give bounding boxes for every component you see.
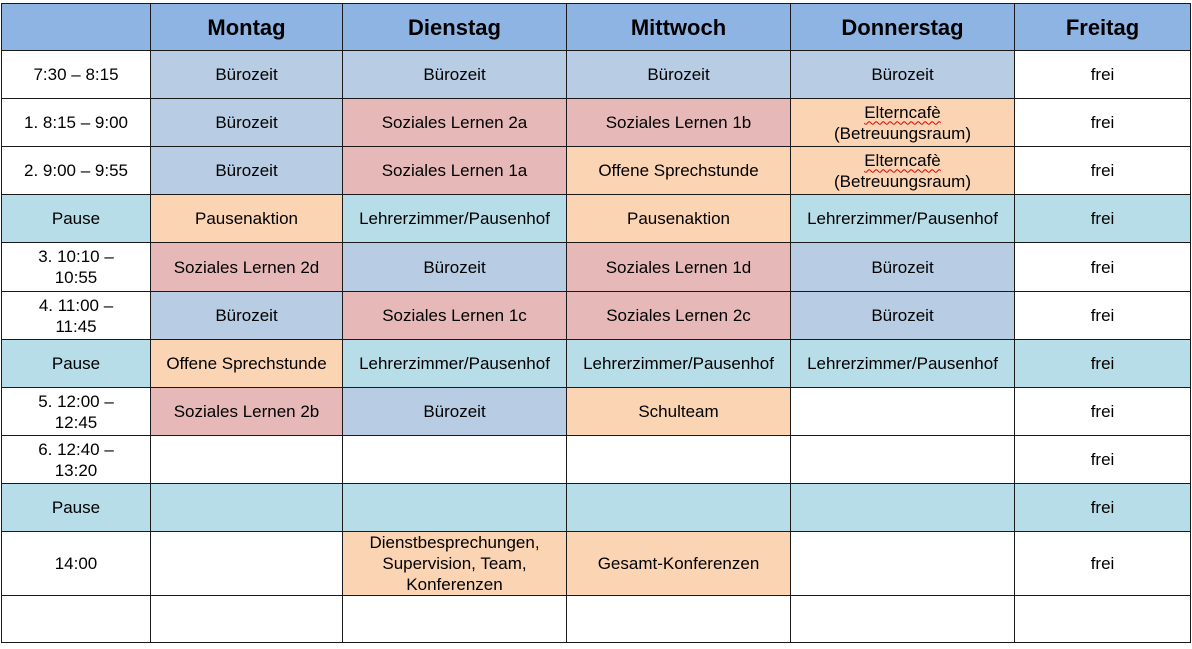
schedule-row — [2, 99, 1191, 147]
slot-cell: Lehrerzimmer/Pausenhof — [791, 340, 1015, 388]
pause-row — [2, 195, 1191, 243]
header-day-donnerstag: Donnerstag — [791, 4, 1015, 51]
time-cell: 2. 9:00 – 9:55 — [2, 147, 151, 195]
slot-cell: Bürozeit — [567, 51, 791, 99]
slot-cell — [791, 436, 1015, 484]
slot-cell: Offene Sprechstunde — [567, 147, 791, 195]
pause-row — [2, 484, 1191, 532]
slot-cell: Soziales Lernen 2d — [151, 243, 343, 292]
header-day-dienstag: Dienstag — [343, 4, 567, 51]
slot-cell: Soziales Lernen 2c — [567, 292, 791, 340]
slot-line: (Betreuungsraum) — [833, 171, 971, 191]
slot-cell: Soziales Lernen 1a — [343, 147, 567, 195]
time-cell — [2, 596, 151, 643]
schedule-row — [2, 532, 1191, 596]
slot-cell — [343, 532, 567, 596]
slot-cell-frei: frei — [1015, 147, 1191, 195]
slot-cell — [151, 436, 343, 484]
time-cell: 14:00 — [2, 532, 151, 596]
slot-line: Elterncafè — [864, 150, 941, 170]
slot-cell-frei: frei — [1015, 292, 1191, 340]
schedule-row — [2, 436, 1191, 484]
slot-cell: Soziales Lernen 1b — [567, 99, 791, 147]
slot-cell — [151, 596, 343, 643]
schedule-row — [2, 243, 1191, 292]
header-row — [2, 4, 1191, 51]
slot-cell: Schulteam — [567, 388, 791, 436]
slot-cell — [567, 484, 791, 532]
schedule-row — [2, 292, 1191, 340]
header-corner-cell — [2, 4, 151, 51]
slot-cell — [567, 596, 791, 643]
slot-cell: Bürozeit — [343, 388, 567, 436]
slot-cell-frei: frei — [1015, 340, 1191, 388]
slot-cell: Lehrerzimmer/Pausenhof — [791, 195, 1015, 243]
slot-line: Supervision, Team, — [382, 554, 527, 573]
time-cell: Pause — [2, 484, 151, 532]
slot-cell: Soziales Lernen 1d — [567, 243, 791, 292]
slot-cell: Bürozeit — [791, 243, 1015, 292]
slot-cell-frei: frei — [1015, 388, 1191, 436]
slot-cell — [567, 436, 791, 484]
slot-cell: Bürozeit — [791, 51, 1015, 99]
slot-cell — [343, 596, 567, 643]
header-day-montag: Montag — [151, 4, 343, 51]
slot-cell: Bürozeit — [151, 51, 343, 99]
slot-line: Elterncafè — [864, 102, 941, 122]
slot-line: Konferenzen — [406, 575, 503, 594]
time-line: 3. 10:10 – — [38, 247, 114, 266]
slot-cell — [791, 596, 1015, 643]
slot-cell: Soziales Lernen 2b — [151, 388, 343, 436]
time-line: 6. 12:40 – — [38, 439, 114, 459]
time-line: 12:45 — [54, 412, 98, 432]
slot-cell: Bürozeit — [343, 243, 567, 292]
slot-cell — [791, 484, 1015, 532]
time-line: 13:20 — [54, 460, 98, 480]
slot-cell — [791, 147, 1015, 195]
slot-cell-frei: frei — [1015, 195, 1191, 243]
slot-cell: Bürozeit — [791, 292, 1015, 340]
time-cell: 1. 8:15 – 9:00 — [2, 99, 151, 147]
schedule-row-empty — [2, 596, 1191, 643]
schedule-wrapper — [1, 3, 1191, 643]
time-cell: 7:30 – 8:15 — [2, 51, 151, 99]
header-day-mittwoch: Mittwoch — [567, 4, 791, 51]
weekly-schedule-table — [1, 3, 1191, 643]
header-day-freitag: Freitag — [1015, 4, 1191, 51]
slot-cell-frei: frei — [1015, 484, 1191, 532]
slot-line: Dienstbesprechungen, — [369, 533, 540, 552]
slot-cell: Gesamt-Konferenzen — [567, 532, 791, 596]
slot-line: (Betreuungsraum) — [833, 123, 971, 143]
slot-cell — [151, 484, 343, 532]
slot-cell — [791, 532, 1015, 596]
slot-cell: Bürozeit — [343, 51, 567, 99]
slot-cell-frei: frei — [1015, 243, 1191, 292]
schedule-row — [2, 147, 1191, 195]
time-line: 11:45 — [55, 316, 97, 336]
schedule-row — [2, 388, 1191, 436]
slot-cell: Bürozeit — [151, 99, 343, 147]
time-line: 4. 11:00 – — [38, 295, 114, 315]
slot-cell: Lehrerzimmer/Pausenhof — [343, 195, 567, 243]
slot-cell — [791, 99, 1015, 147]
time-cell — [2, 436, 151, 484]
slot-cell-frei: frei — [1015, 51, 1191, 99]
slot-cell: Pausenaktion — [151, 195, 343, 243]
time-cell: Pause — [2, 340, 151, 388]
pause-row — [2, 340, 1191, 388]
slot-cell — [791, 388, 1015, 436]
slot-cell — [343, 436, 567, 484]
slot-cell — [1015, 596, 1191, 643]
schedule-row — [2, 51, 1191, 99]
time-cell: Pause — [2, 195, 151, 243]
time-line: 10:55 — [54, 268, 98, 287]
slot-cell: Bürozeit — [151, 292, 343, 340]
slot-cell-frei: frei — [1015, 99, 1191, 147]
time-cell — [2, 388, 151, 436]
slot-cell — [343, 484, 567, 532]
time-line: 5. 12:00 – — [38, 391, 114, 411]
slot-cell: Soziales Lernen 2a — [343, 99, 567, 147]
slot-cell: Bürozeit — [151, 147, 343, 195]
slot-cell: Pausenaktion — [567, 195, 791, 243]
slot-cell: Lehrerzimmer/Pausenhof — [567, 340, 791, 388]
slot-cell: Soziales Lernen 1c — [343, 292, 567, 340]
slot-cell-frei: frei — [1015, 532, 1191, 596]
slot-cell — [151, 532, 343, 596]
slot-cell-frei: frei — [1015, 436, 1191, 484]
time-cell — [2, 292, 151, 340]
slot-cell: Lehrerzimmer/Pausenhof — [343, 340, 567, 388]
time-cell — [2, 243, 151, 292]
slot-cell: Offene Sprechstunde — [151, 340, 343, 388]
